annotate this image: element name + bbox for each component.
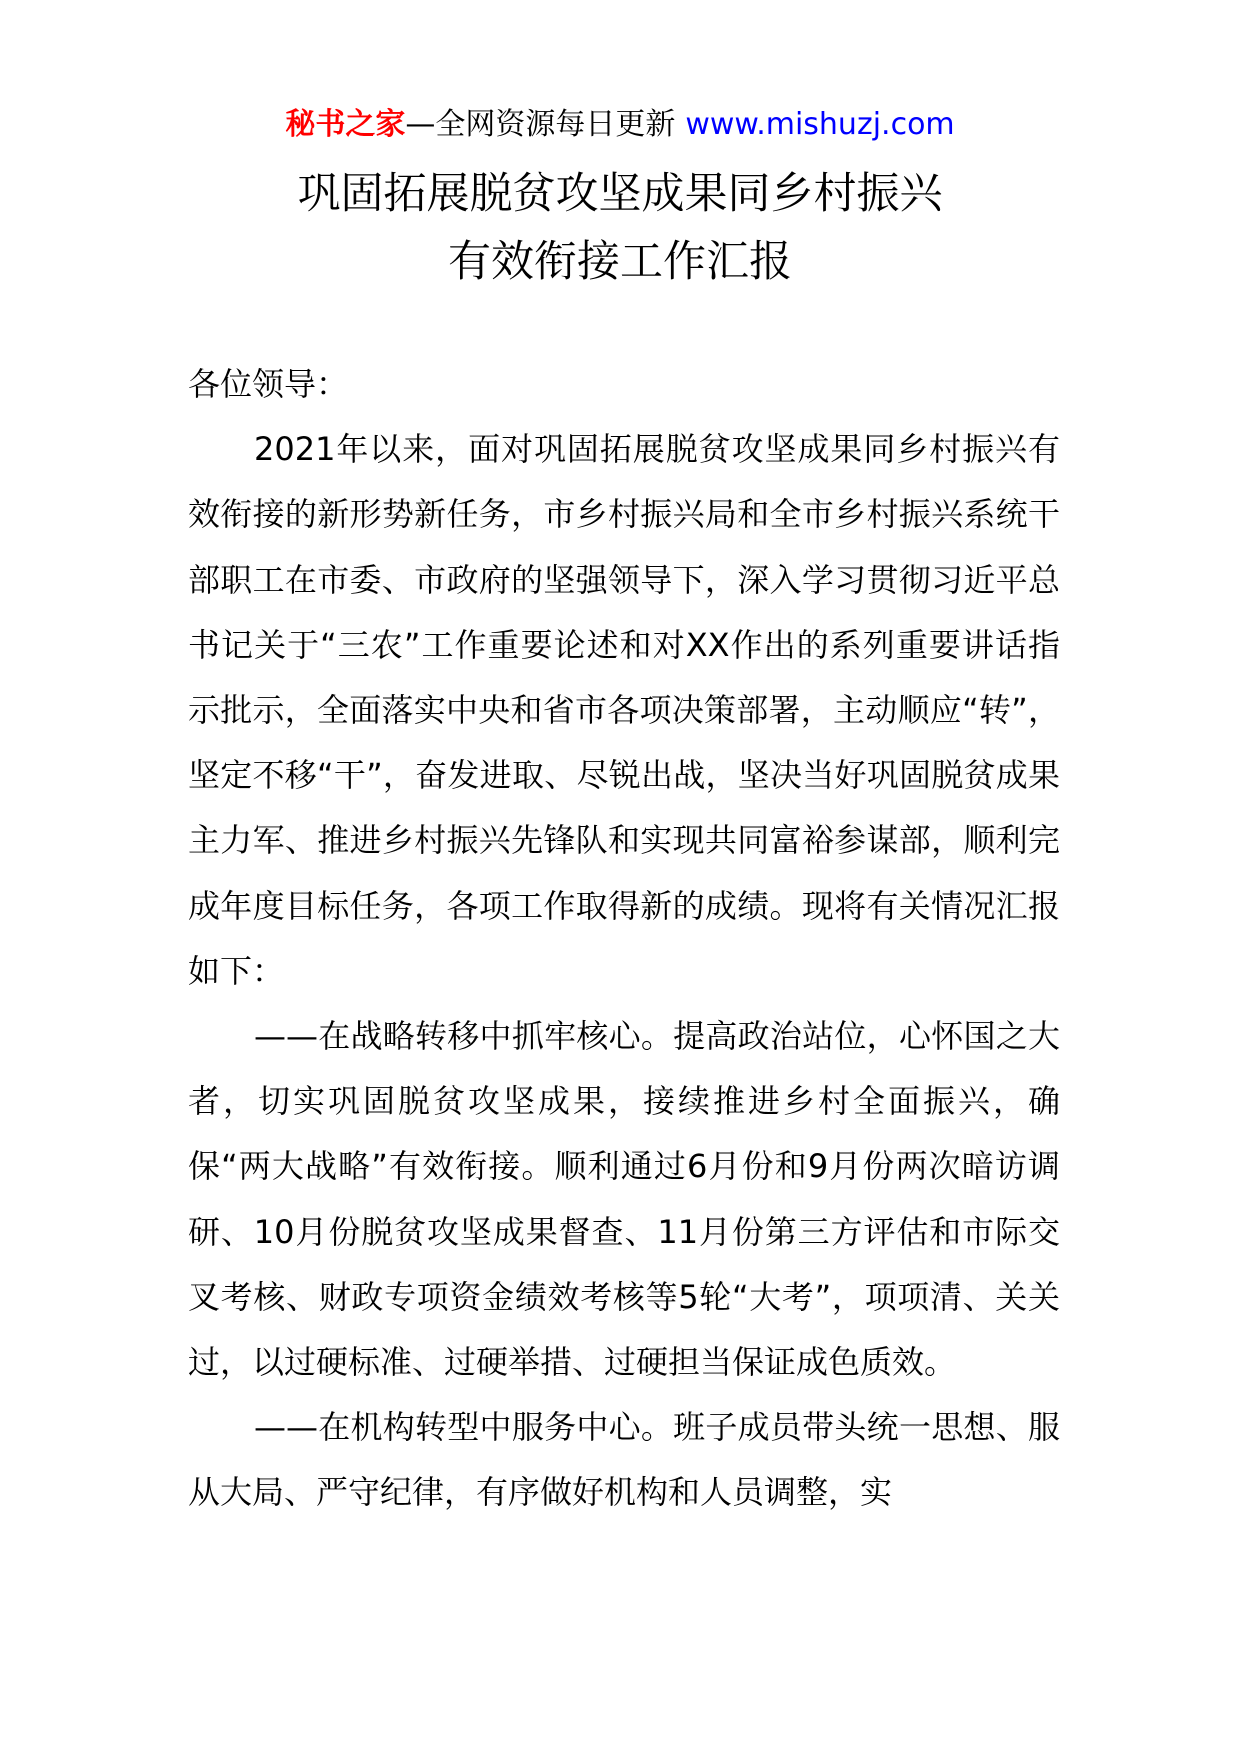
paragraph-strategy: ——在战略转移中抓牢核心。提高政治站位，心怀国之大者，切实巩固脱贫攻坚成果，接续推进乡村全面振兴，确保“两大战略”有效衔接。顺利通过6月份和9月份两次暗访调研、10月份脱贫攻坚成果督查、11月份第三方评估和市际交叉考核、财政专项资金绩效考核等5轮“大考”，项项清、关关过，以过硬标准、过硬举措、过硬担当保证成色质效。 (188, 1017, 1060, 1382)
site-url-link[interactable]: www.mishuzj.com (685, 107, 955, 142)
banner-tagline: —全网资源每日更新 (405, 107, 676, 142)
paragraph-institution: ——在机构转型中服务中心。班子成员带头统一思想、服从大局、严守纪律，有序做好机构和人员调整，实 (188, 1408, 1060, 1512)
document-body (188, 352, 1060, 1526)
paragraph-intro: 2021年以来，面对巩固拓展脱贫攻坚成果同乡村振兴有效衔接的新形势新任务，市乡村振兴局和全市乡村振兴系统干部职工在市委、市政府的坚强领导下，深入学习贯彻习近平总书记关于“三农”工作重要论述和对XX作出的系列重要讲话指示批示，全面落实中央和省市各项决策部署，主动顺应“转”，坚定不移“干”，奋发进取、尽锐出战，坚决当好巩固脱贫成果主力军、推进乡村振兴先锋队和实现共同富裕参谋部，顺利完成年度目标任务，各项工作取得新的成绩。现将有关情况汇报如下： (188, 430, 1060, 990)
title-line-1: 巩固拓展脱贫攻坚成果同乡村振兴 (297, 169, 943, 219)
title-line-2: 有效衔接工作汇报 (448, 237, 792, 287)
salutation: 各位领导： (188, 365, 349, 403)
brand-name: 秘书之家 (285, 107, 406, 142)
document-title (0, 160, 1240, 296)
site-banner (0, 100, 1240, 150)
